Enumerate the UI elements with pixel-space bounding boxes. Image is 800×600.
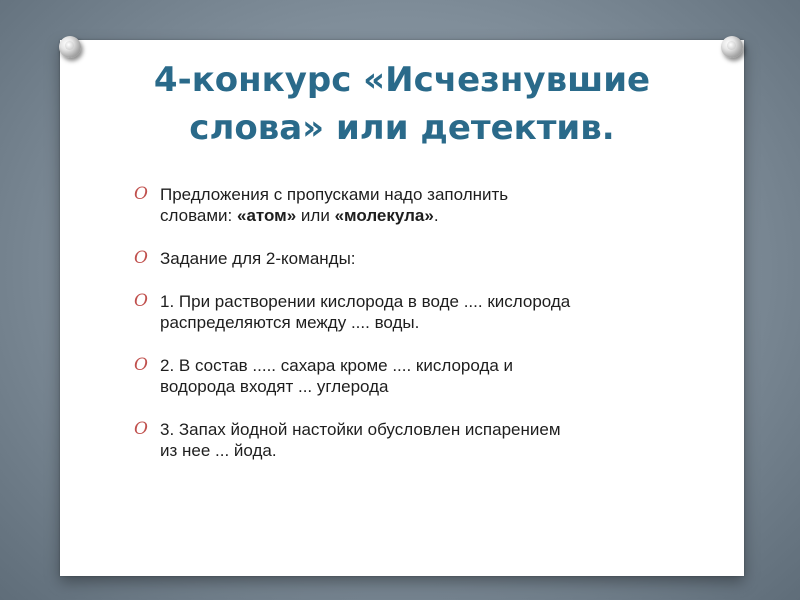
slide-title [60,56,744,152]
bullet-text: 1. При растворении кислорода в воде .... кислорода [160,292,571,311]
list-item [134,355,694,397]
bullet-list [134,184,694,483]
list-item [134,248,694,269]
bold-word-atom: «атом» [237,206,297,225]
bullet-text: 2. В состав ..... сахара кроме .... кислорода и [160,356,514,375]
bullet-text-part: или [296,206,335,225]
bullet-text-line-2: водорода входят ... углерода [160,377,389,396]
bullet-text: Задание для 2-команды: [160,249,356,268]
bullet-marker-icon: O [134,355,148,375]
bullet-marker-icon: O [134,184,148,204]
bullet-text-line-2 [160,205,694,226]
list-item [134,419,694,461]
bullet-marker-icon: O [134,291,148,311]
bullet-marker-icon: O [134,248,148,268]
bullet-text-part: словами: [160,206,237,225]
list-item [134,184,694,226]
bullet-text-part: . [433,206,439,225]
pushpin-icon-left [59,36,81,58]
bullet-text-line-2: распределяются между .... воды. [160,313,420,332]
bullet-marker-icon: O [134,419,148,439]
title-line-2: слова» или детектив. [189,108,615,148]
bullet-text: Предложения с пропусками надо заполнить [160,185,509,204]
bullet-text: 3. Запах йодной настойки обусловлен испарением [160,420,561,439]
bullet-text-line-2: из нее ... йода. [160,441,277,460]
pushpin-icon-right [721,36,743,58]
list-item [134,291,694,333]
bold-word-molecule: «молекула» [334,206,434,225]
title-line-1: 4-конкурс «Исчезнувшие [153,60,651,100]
